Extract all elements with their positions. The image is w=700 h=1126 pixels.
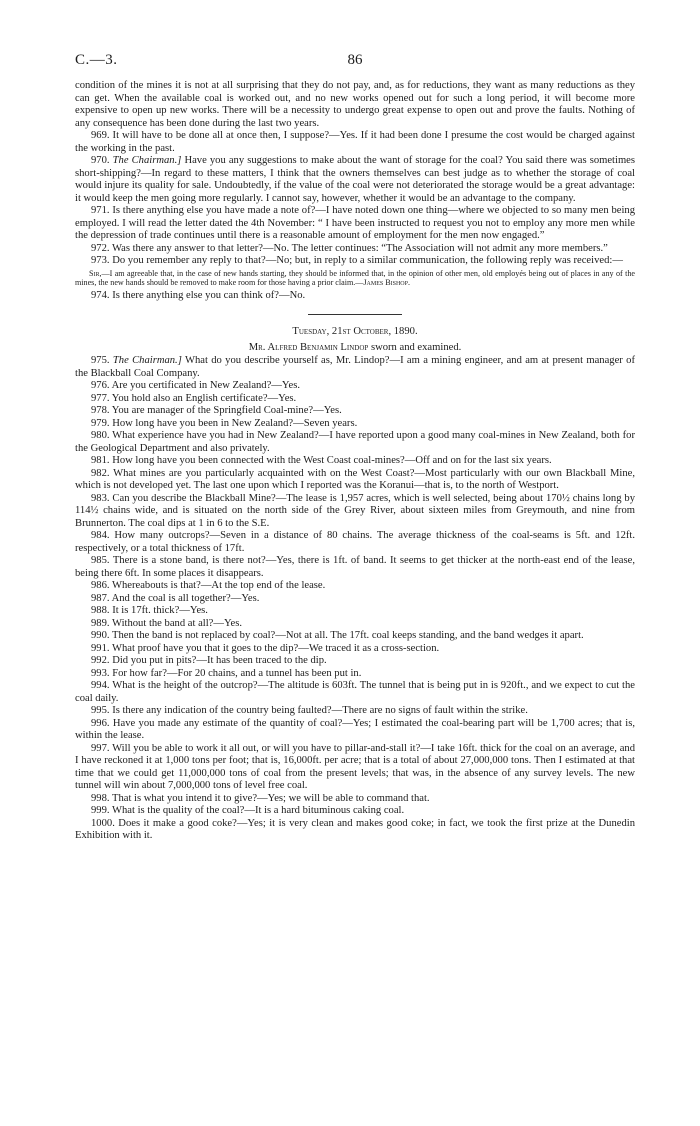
- question-997: 997. Will you be able to work it all out, or will you have to pillar-and-stall it?—I take 16ft. thick for the coal on an average, and I have reckoned it at 1,000 tons per foot; that is, 16,000ft. per acre; that is a total of about 27,000,000 tons. Then I estimated at that time that we could get 11,000,000 tons of coal from the present levels; that was, in the absence of any survey levels. The new tunnel will win about 7,000,000 tons of level free coal.: [75, 742, 635, 792]
- witness-suffix: sworn and examined.: [368, 341, 462, 353]
- witness-heading: [75, 342, 635, 355]
- speaker-label: The Chairman.]: [112, 355, 182, 367]
- document-page: [75, 52, 635, 843]
- speaker-label: The Chairman.]: [112, 155, 182, 166]
- question-987: 987. And the coal is all together?—Yes.: [91, 592, 260, 604]
- witness-name: Mr. Alfred Benjamin Lindop: [248, 341, 369, 353]
- question-984: 984. How many outcrops?—Seven in a distance of 80 chains. The average thickness of the coal-seams is 5ft. and 12ft. respectively, or a total thickness of 17ft.: [75, 530, 635, 554]
- page-body: [75, 80, 635, 843]
- question-985: 985. There is a stone band, is there not?—Yes, there is 1ft. of band. It seems to get thicker at the north-east end of the lease, being there 6ft. In some places it disappears.: [75, 555, 635, 579]
- question-978: 978. You are manager of the Springfield Coal-mine?—Yes.: [91, 405, 342, 417]
- question-994: 994. What is the height of the outcrop?—The altitude is 603ft. The tunnel that is being put in is 920ft., and we expect to cut the coal daily.: [75, 680, 635, 704]
- question-993: 993. For how far?—For 20 chains, and a tunnel has been put in.: [91, 667, 362, 679]
- letter-signature: James Bishop.: [363, 278, 410, 288]
- question-970: [75, 155, 635, 205]
- question-983: 983. Can you describe the Blackball Mine?—The lease is 1,957 acres, which is well selected, being about 170½ chains long by 114½ chains wide, and is situated on the north side of the Grey River, about sixteen miles from Greymouth, and nine from Brunnerton. The coal dips at 1 in 6 to the S.E.: [75, 492, 635, 529]
- question-998: 998. That is what you intend it to give?—Yes; we will be able to command that.: [91, 792, 430, 804]
- question-973: 973. Do you remember any reply to that?—No; but, in reply to a similar communication, the following reply was received:—: [91, 255, 623, 266]
- question-991: 991. What proof have you that it goes to the dip?—We traced it as a cross-section.: [91, 642, 440, 654]
- page-header: [75, 52, 635, 74]
- question-974: 974. Is there anything else you can think of?—No.: [91, 289, 306, 301]
- section-divider: [308, 314, 402, 315]
- question-999: 999. What is the quality of the coal?—It is a hard bituminous caking coal.: [91, 805, 405, 817]
- page-number: 86: [347, 52, 363, 68]
- question-981: 981. How long have you been connected with the West Coast coal-mines?—Off and on for the last six years.: [91, 455, 552, 467]
- question-995: 995. Is there any indication of the country being faulted?—There are no signs of fault within the strike.: [91, 705, 528, 717]
- question-text: Have you any suggestions to make about the want of storage for the coal? You said there was sometimes short-shipping?—In regard to these matters, I think that the owners themselves can best judge as to whether the storage of coal would injure its quality for sale. Undoubtedly, if the value of the coal were not deteriorated the storage would be a great advantage: it would keep the men going more regularly. I cannot say, however, whether it would be an advantage to the company.: [75, 155, 636, 204]
- question-972: 972. Was there any answer to that letter?—No. The letter continues: “The Association will not admit any more members.”: [91, 242, 608, 254]
- question-number: 970.: [91, 155, 110, 166]
- letter-salutation: Sir,: [89, 268, 102, 278]
- question-1000: 1000. Does it make a good coke?—Yes; it is very clean and makes good coke; in fact, we took the first prize at the Dunedin Exhibition with it.: [75, 817, 635, 842]
- question-975: [75, 355, 635, 380]
- session-date: Tuesday, 21st October, 1890.: [292, 326, 418, 338]
- question-979: 979. How long have you been in New Zealand?—Seven years.: [91, 417, 358, 429]
- question-971: 971. Is there anything else you have made a note of?—I have noted down one thing—where we objected to so many men being employed. I will read the letter dated the 4th November: “ I have been instructed to request you not to employ any more men while the depression of trade continues until there is a reasonable amount of employment for the men now engaged.”: [75, 205, 635, 241]
- question-989: 989. Without the band at all?—Yes.: [91, 617, 243, 629]
- question-982: 982. What mines are you particularly acquainted with on the West Coast?—Most particularly with our own Blackball Mine, which is not developed yet. The last one upon which I reported was the Koranui—that is, to the north of Westport.: [75, 467, 635, 492]
- question-text: What do you describe yourself as, Mr. Lindop?—I am a mining engineer, and am at present manager of the Blackball Coal Company.: [75, 355, 635, 379]
- quoted-letter: [75, 269, 635, 288]
- question-996: 996. Have you made any estimate of the quantity of coal?—Yes; I estimated the coal-bearing part will be 1,700 acres; that is, within the lease.: [75, 717, 635, 742]
- question-988: 988. It is 17ft. thick?—Yes.: [91, 605, 208, 617]
- question-976: 976. Are you certificated in New Zealand?—Yes.: [91, 380, 300, 392]
- paragraph-continued: condition of the mines it is not at all surprising that they do not pay, and, as for reductions, they want as many reductions as they can get. When the available coal is worked out, and no new works opened out for such a long period, it will become more expensive to open up new works. There will be a necessity to undergo great expense to open out and prove the faults. Nothing of any consequence has been done during the last two years.: [75, 80, 635, 129]
- question-980: 980. What experience have you had in New Zealand?—I have reported upon a good many coal-mines in New Zealand, both for the Geological Department and also privately.: [75, 430, 635, 454]
- question-986: 986. Whereabouts is that?—At the top end of the lease.: [91, 580, 326, 592]
- question-number: 975.: [91, 355, 110, 367]
- question-969: 969. It will have to be done all at once then, I suppose?—Yes. If it had been done I presume the cost would be charged against the working in the past.: [75, 130, 635, 154]
- question-990: 990. Then the band is not replaced by coal?—Not at all. The 17ft. coal keeps standing, and the band wedges it apart.: [91, 630, 584, 642]
- question-977: 977. You hold also an English certificate?—Yes.: [91, 392, 297, 404]
- letter-text: —I am agreeable that, in the case of new hands starting, they should be informed that, in the opinion of other men, old employés being out of places in any of the mines, the new hands should be removed to make room for those having a prior claim.—: [75, 268, 635, 288]
- document-reference: C.—3.: [75, 52, 118, 68]
- question-992: 992. Did you put in pits?—It has been traced to the dip.: [91, 655, 327, 667]
